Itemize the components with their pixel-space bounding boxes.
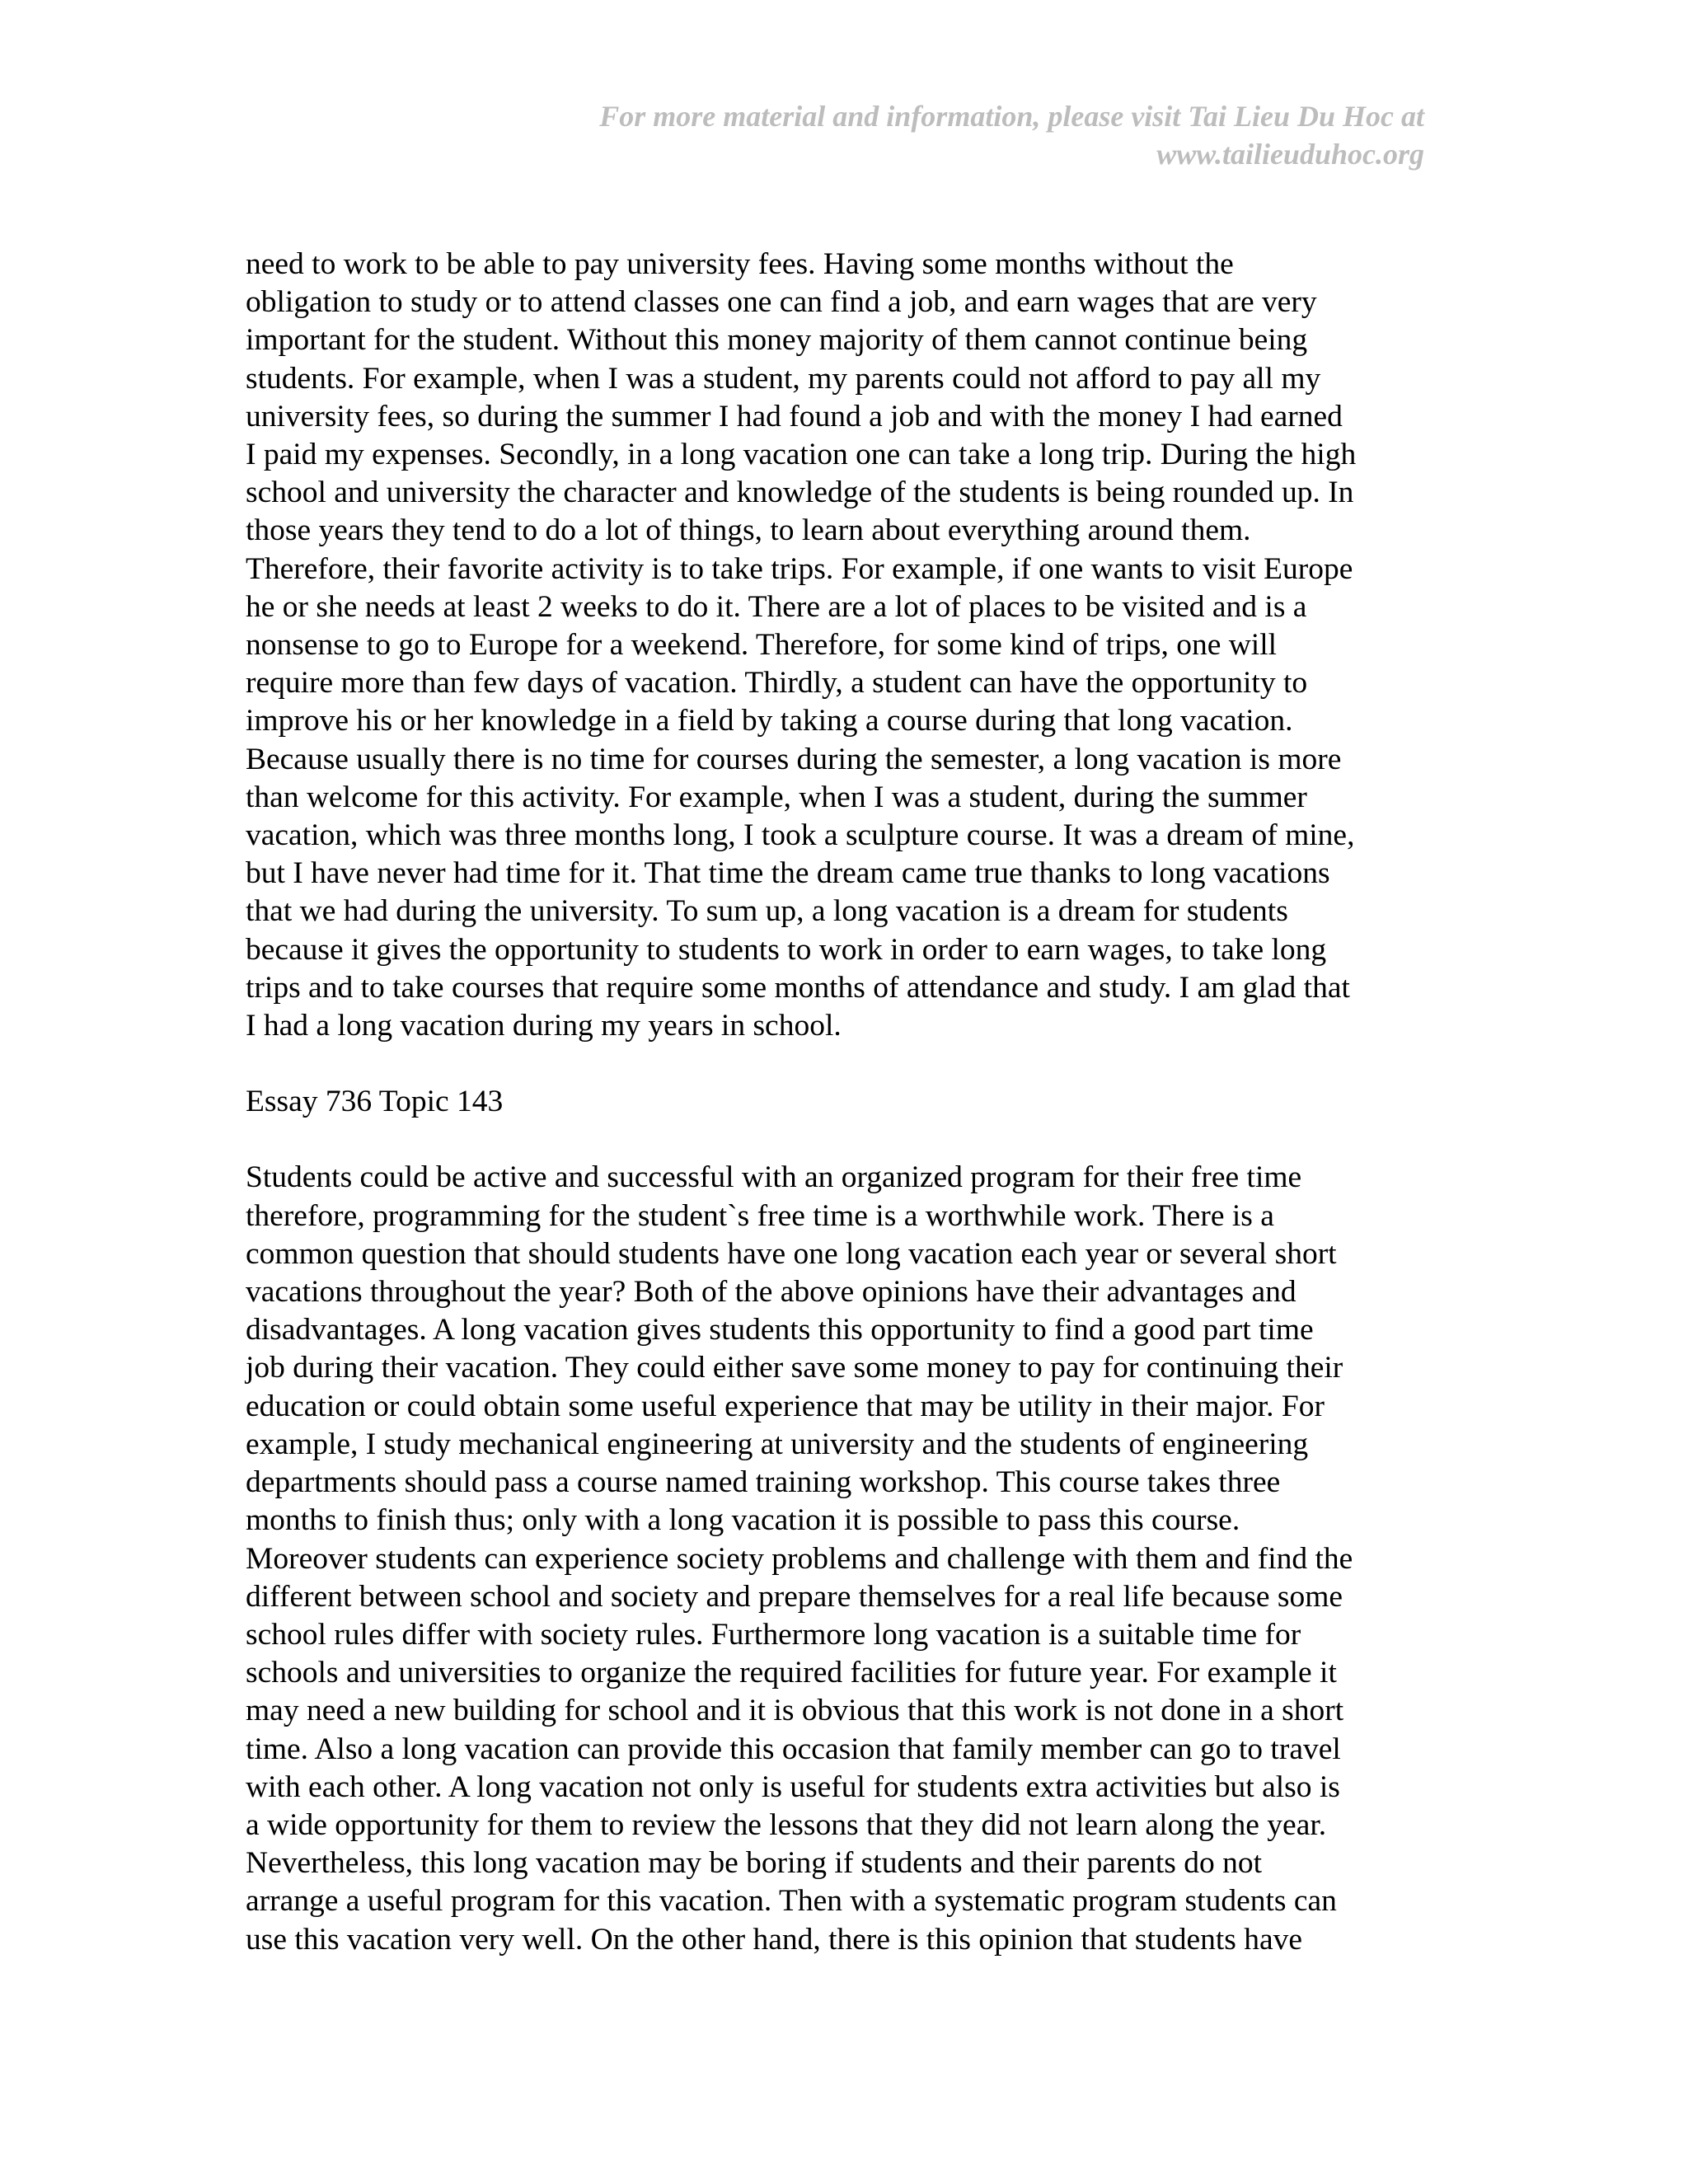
text-line: months to finish thus; only with a long vacation it is possible to pass this course. — [246, 1503, 1240, 1538]
text-line: disadvantages. A long vacation gives students this opportunity to find a good part time — [246, 1313, 1314, 1347]
text-line: arrange a useful program for this vacation. Then with a systematic program students can — [246, 1884, 1337, 1919]
text-line: job during their vacation. They could either save some money to pay for continuing their — [246, 1351, 1343, 1385]
text-line: schools and universities to organize the required facilities for future year. For example it — [246, 1656, 1337, 1690]
text-line: with each other. A long vacation not only is useful for students extra activities but also is — [246, 1769, 1340, 1804]
text-line: I paid my expenses. Secondly, in a long vacation one can take a long trip. During the high — [246, 438, 1357, 472]
text-line: trips and to take courses that require some months of attendance and study. I am glad that — [246, 970, 1350, 1005]
paragraph-spacer — [246, 1121, 1449, 1159]
text-line: different between school and society and prepare themselves for a real life because some — [246, 1579, 1343, 1614]
essay-heading: Essay 736 Topic 143 — [246, 1085, 504, 1119]
text-line: improve his or her knowledge in a field by taking a course during that long vacation. — [246, 704, 1293, 738]
text-line: common question that should students have one long vacation each year or several short — [246, 1236, 1337, 1271]
text-line: students. For example, when I was a student, my parents could not afford to pay all my — [246, 361, 1321, 396]
text-line: use this vacation very well. On the other hand, there is this opinion that students have — [246, 1922, 1303, 1957]
paragraph-continuation — [246, 246, 1449, 1045]
page-header — [353, 97, 1424, 173]
text-line: require more than few days of vacation. Thirdly, a student can have the opportunity to — [246, 666, 1308, 701]
text-line: departments should pass a course named training workshop. This course takes three — [246, 1465, 1281, 1500]
text-line: may need a new building for school and it is obvious that this work is not done in a short — [246, 1694, 1344, 1728]
text-line: that we had during the university. To sum up, a long vacation is a dream for students — [246, 894, 1288, 929]
text-line: time. Also a long vacation can provide this occasion that family member can go to travel — [246, 1732, 1341, 1766]
header-line-2: www.tailieuduhoc.org — [1156, 138, 1424, 171]
text-line: a wide opportunity for them to review the lessons that they did not learn along the year. — [246, 1807, 1327, 1842]
paragraph-spacer — [246, 1045, 1449, 1083]
text-line: but I have never had time for it. That time the dream came true thanks to long vacations — [246, 856, 1330, 891]
text-line: because it gives the opportunity to students to work in order to earn wages, to take long — [246, 932, 1327, 967]
header-line-1: For more material and information, please visit Tai Lieu Du Hoc at — [599, 100, 1424, 133]
text-line: those years they tend to do a lot of things, to learn about everything around them. — [246, 513, 1251, 548]
text-line: obligation to study or to attend classes one can find a job, and earn wages that are very — [246, 285, 1317, 320]
text-line: example, I study mechanical engineering at university and the students of engineering — [246, 1427, 1309, 1461]
text-line: university fees, so during the summer I had found a job and with the money I had earned — [246, 399, 1343, 434]
text-line: important for the student. Without this money majority of them cannot continue being — [246, 323, 1308, 358]
text-line: he or she needs at least 2 weeks to do it. There are a lot of places to be visited and is a — [246, 589, 1307, 624]
text-line: nonsense to go to Europe for a weekend. Therefore, for some kind of trips, one will — [246, 628, 1278, 663]
text-line: need to work to be able to pay university fees. Having some months without the — [246, 247, 1234, 281]
text-line: than welcome for this activity. For example, when I was a student, during the summer — [246, 780, 1307, 814]
essay-paragraph — [246, 1159, 1449, 1958]
text-line: education or could obtain some useful experience that may be utility in their major. For — [246, 1389, 1325, 1423]
document-body — [246, 246, 1449, 1959]
text-line: therefore, programming for the student`s free time is a worthwhile work. There is a — [246, 1198, 1274, 1233]
text-line: I had a long vacation during my years in school. — [246, 1009, 842, 1043]
text-line: Moreover students can experience society problems and challenge with them and find the — [246, 1541, 1353, 1576]
text-line: vacations throughout the year? Both of the above opinions have their advantages and — [246, 1275, 1296, 1310]
text-line: vacation, which was three months long, I took a sculpture course. It was a dream of mine, — [246, 818, 1355, 853]
text-line: school and university the character and knowledge of the students is being rounded up. In — [246, 476, 1354, 510]
text-line: Nevertheless, this long vacation may be boring if students and their parents do not — [246, 1846, 1263, 1881]
text-line: school rules differ with society rules. Furthermore long vacation is a suitable time for — [246, 1617, 1301, 1652]
text-line: Because usually there is no time for courses during the semester, a long vacation is more — [246, 742, 1342, 776]
text-line: Students could be active and successful with an organized program for their free time — [246, 1160, 1302, 1195]
text-line: Therefore, their favorite activity is to take trips. For example, if one wants to visit Europe — [246, 551, 1353, 586]
